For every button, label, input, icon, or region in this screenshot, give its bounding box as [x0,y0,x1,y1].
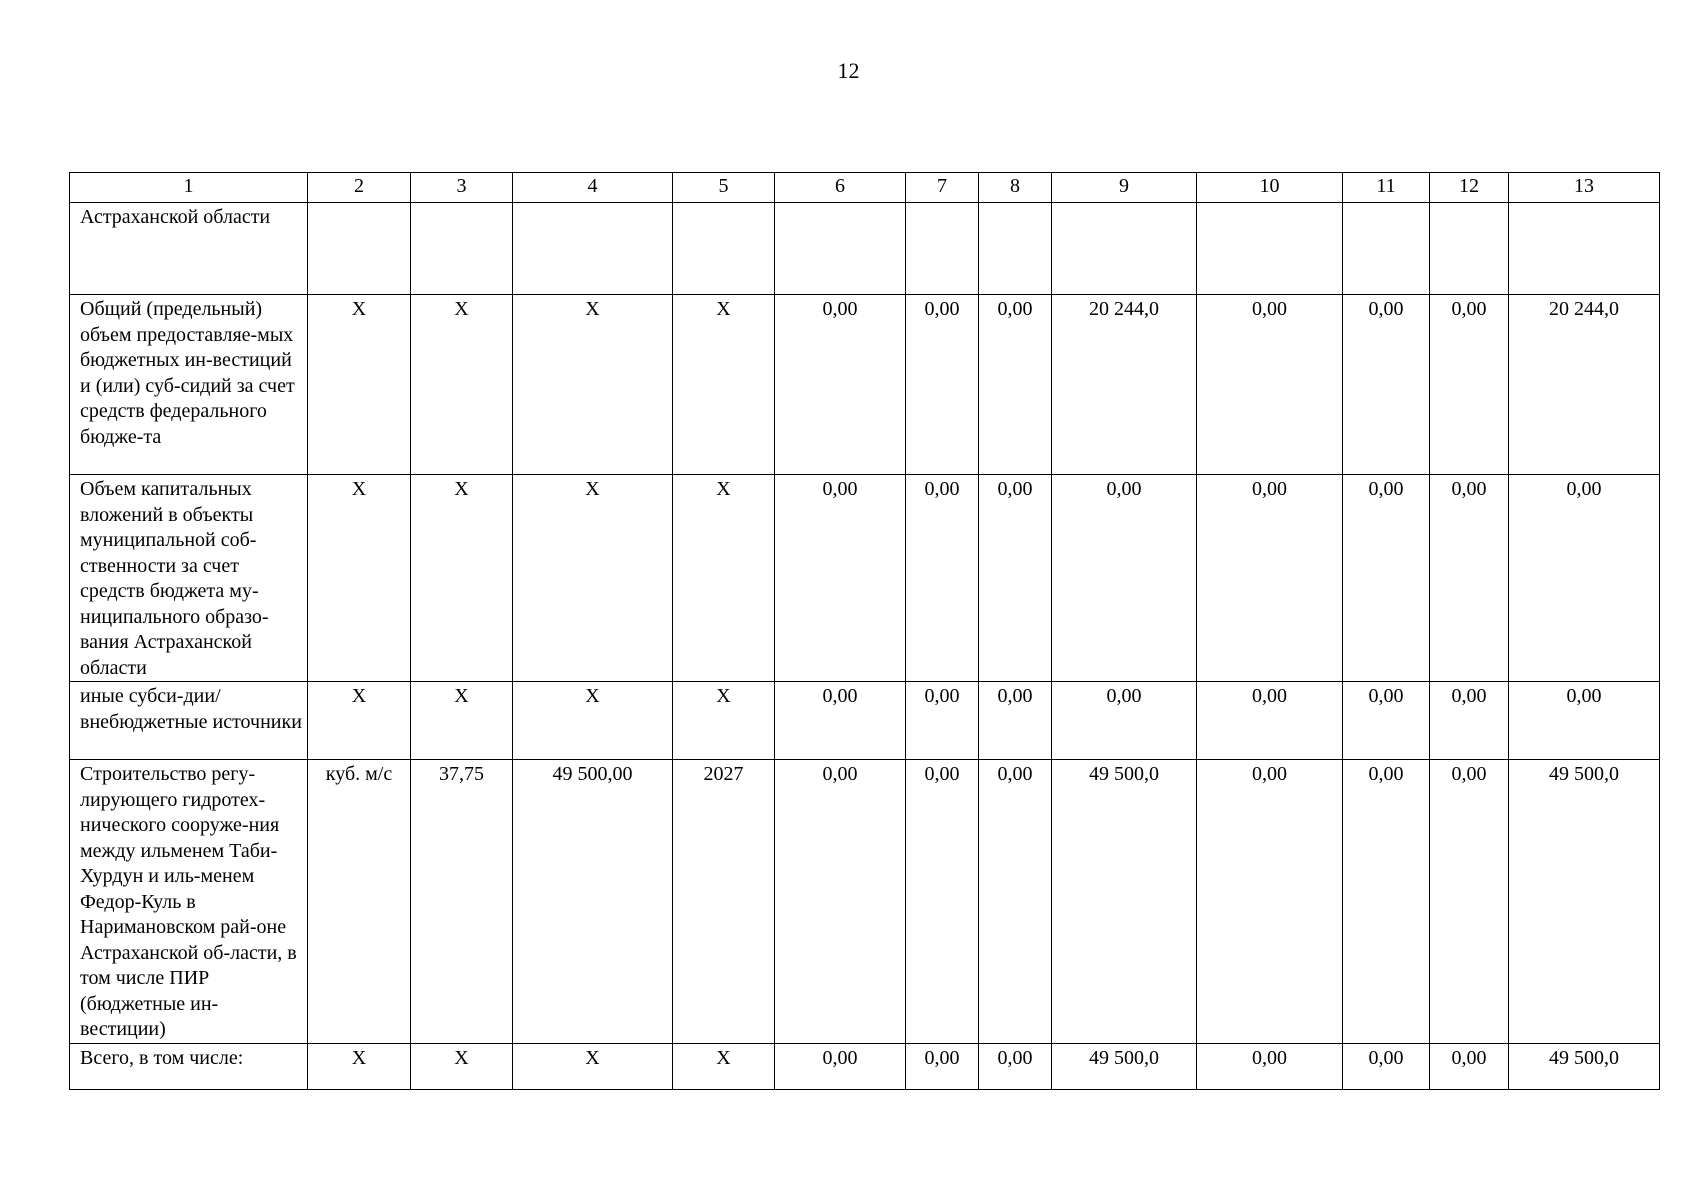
table-cell: 2027 [673,760,775,1044]
table-cell: 0,00 [775,295,906,475]
table-cell: 0,00 [979,475,1052,682]
table-cell: X [673,475,775,682]
row-name: иные субси-дии/внебюджетные источники [70,682,308,760]
table-cell: 0,00 [1430,295,1509,475]
table-cell: 49 500,0 [1509,1043,1660,1089]
table-cell: 0,00 [1197,1043,1343,1089]
table-cell [673,203,775,295]
table-cell: X [513,295,673,475]
column-header: 13 [1509,173,1660,203]
data-table [69,172,1660,1090]
table-cell: X [411,682,513,760]
table-cell: 0,00 [1343,682,1430,760]
row-name: Объем капитальных вложений в объекты муниципальной соб-ственности за счет средств бюджета му-ниципального образо-вания Астраханской области [70,475,308,682]
table-cell: X [308,682,411,760]
table-cell: 0,00 [1430,1043,1509,1089]
table-cell: X [673,295,775,475]
column-header: 7 [906,173,979,203]
column-header: 11 [1343,173,1430,203]
table-cell [1052,203,1197,295]
table-cell: 0,00 [906,1043,979,1089]
table-cell: 20 244,0 [1509,295,1660,475]
table-cell: 0,00 [775,1043,906,1089]
table-cell: 0,00 [1509,475,1660,682]
table-cell: X [513,475,673,682]
table-cell: 0,00 [1343,475,1430,682]
table-cell [906,203,979,295]
table-cell: 0,00 [1430,760,1509,1044]
table-cell: 0,00 [1343,760,1430,1044]
column-header: 10 [1197,173,1343,203]
table-cell: 0,00 [1052,682,1197,760]
table-cell: 0,00 [775,682,906,760]
column-header: 1 [70,173,308,203]
table-cell: 0,00 [1197,295,1343,475]
row-name: Общий (предельный) объем предоставляе-мых бюджетных ин-вестиций и (или) суб-сидий за счет средств федерального бюдже-та [70,295,308,475]
table-cell: 49 500,0 [1509,760,1660,1044]
table-cell [775,203,906,295]
table-cell: X [513,1043,673,1089]
row-name: Строительство регу-лирующего гидротех-нического сооруже-ния между ильменем Таби-Хурдун и иль-менем Федор-Куль в Наримановском рай-оне Астраханской об-ласти, в том числе ПИР (бюджетные ин-вестиции) [70,760,308,1044]
table-row [70,295,1660,475]
table-cell: 0,00 [1430,475,1509,682]
table-row [70,682,1660,760]
table-cell: X [308,475,411,682]
table-row [70,475,1660,682]
table-cell: 0,00 [906,295,979,475]
table-cell: 0,00 [906,475,979,682]
table-cell: X [411,475,513,682]
column-header: 2 [308,173,411,203]
table-cell: 0,00 [979,295,1052,475]
table-cell: 0,00 [1052,475,1197,682]
table-cell [1509,203,1660,295]
column-header: 12 [1430,173,1509,203]
table-cell: X [411,1043,513,1089]
table-cell: X [411,295,513,475]
table-cell: 0,00 [775,475,906,682]
row-name: Всего, в том числе: [70,1043,308,1089]
table-cell: 0,00 [775,760,906,1044]
table-cell: куб. м/с [308,760,411,1044]
table-cell: 49 500,0 [1052,760,1197,1044]
table-row [70,1043,1660,1089]
row-name: Астраханской области [70,203,308,295]
column-header: 3 [411,173,513,203]
table-cell: 37,75 [411,760,513,1044]
table-cell: 0,00 [979,760,1052,1044]
table-cell: X [673,682,775,760]
table-cell: 49 500,00 [513,760,673,1044]
table-cell [308,203,411,295]
table-cell: 20 244,0 [1052,295,1197,475]
table-cell: 0,00 [979,1043,1052,1089]
table-cell: X [513,682,673,760]
table-cell [513,203,673,295]
table-cell: 0,00 [906,682,979,760]
table-cell: 0,00 [1197,475,1343,682]
column-header: 6 [775,173,906,203]
table-cell: X [308,1043,411,1089]
table-row [70,760,1660,1044]
table-cell: X [308,295,411,475]
table-cell [411,203,513,295]
table-cell: 0,00 [1197,760,1343,1044]
column-header: 5 [673,173,775,203]
table-cell [1343,203,1430,295]
header-row [70,173,1660,203]
table-cell: 0,00 [1197,682,1343,760]
page-number: 12 [837,58,860,83]
table-cell: 49 500,0 [1052,1043,1197,1089]
column-header: 9 [1052,173,1197,203]
table-cell [979,203,1052,295]
table-cell: 0,00 [1343,1043,1430,1089]
table-cell: 0,00 [1343,295,1430,475]
column-header: 4 [513,173,673,203]
table-cell: 0,00 [906,760,979,1044]
table-cell: 0,00 [979,682,1052,760]
table-cell: 0,00 [1509,682,1660,760]
table-cell: 0,00 [1430,682,1509,760]
table-cell [1197,203,1343,295]
table-cell: X [673,1043,775,1089]
table-row [70,203,1660,295]
table-cell [1430,203,1509,295]
column-header: 8 [979,173,1052,203]
